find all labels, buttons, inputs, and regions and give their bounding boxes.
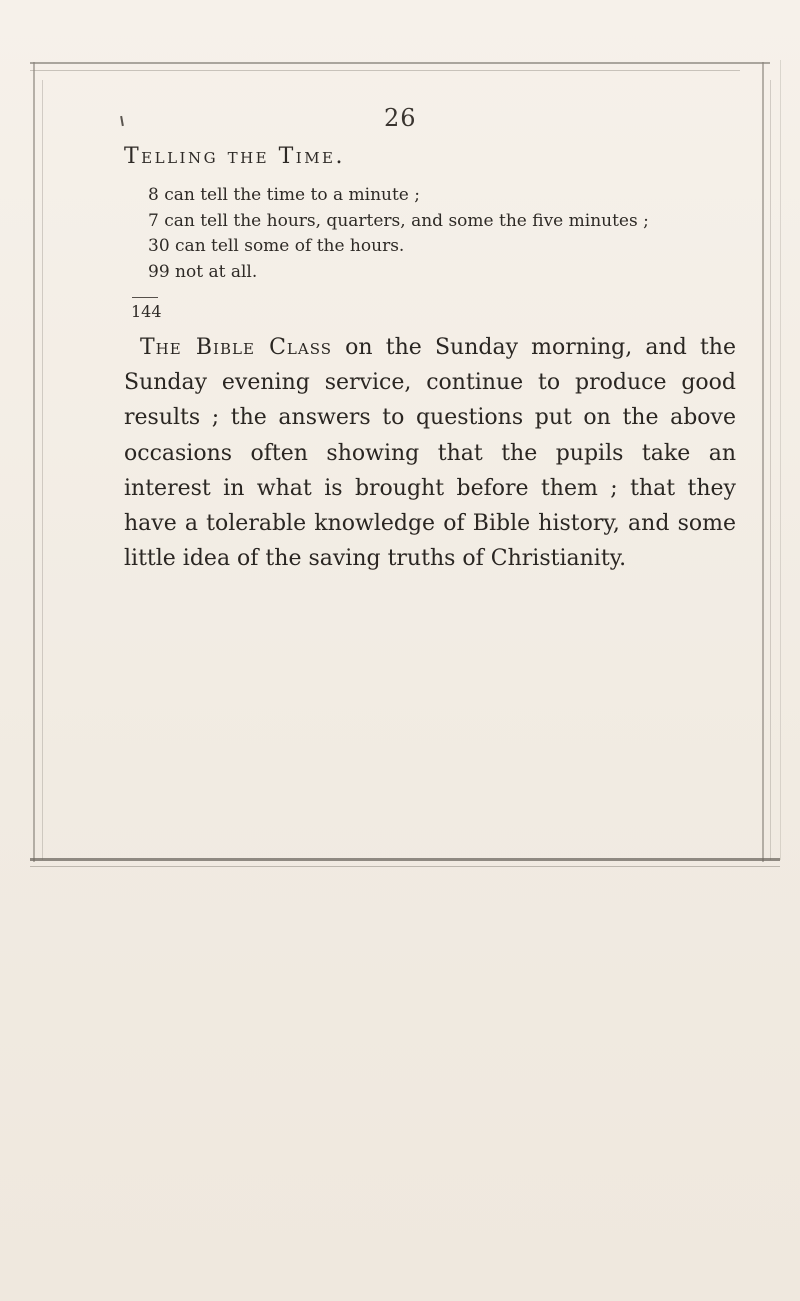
total-rule <box>132 297 158 298</box>
paragraph-body <box>124 330 736 576</box>
time-stat-line: 8 can tell the time to a minute ; <box>148 185 420 205</box>
total-count: 144 <box>131 302 162 321</box>
page-edge-left <box>33 62 35 862</box>
page-edge-right <box>762 62 764 862</box>
bible-class-paragraph <box>124 330 736 576</box>
time-stat-line: 99 not at all. <box>148 261 258 282</box>
margin-mark <box>120 116 124 126</box>
paragraph-lead: The Bible Class <box>140 335 332 360</box>
page-number: 26 <box>384 104 417 132</box>
page-edge-left-inner <box>42 80 43 860</box>
page-edge-right-outer <box>780 60 781 860</box>
time-stats-list <box>148 183 748 285</box>
page-edge-right-inner <box>770 80 771 860</box>
paragraph-text: on the Sunday morning, and the Sunday evening service, continue to produce good results ; the answers to questions put on the above occasions often showing that the pupils take an interest in what is brought before them ; that they have a tolerable knowledge of Bible history, and some little idea of the saving truths of Christianity. <box>124 335 736 572</box>
page-edge-top <box>30 62 770 64</box>
page-edge-bottom-inner <box>30 866 780 867</box>
section-heading: Telling the Time. <box>124 144 346 169</box>
time-stat-line: 7 can tell the hours, quarters, and some the five minutes ; <box>148 210 649 231</box>
page-edge-bottom <box>30 858 780 861</box>
time-stat-line: 30 can tell some of the hours. <box>148 236 405 256</box>
page-edge-top-inner <box>30 70 740 71</box>
